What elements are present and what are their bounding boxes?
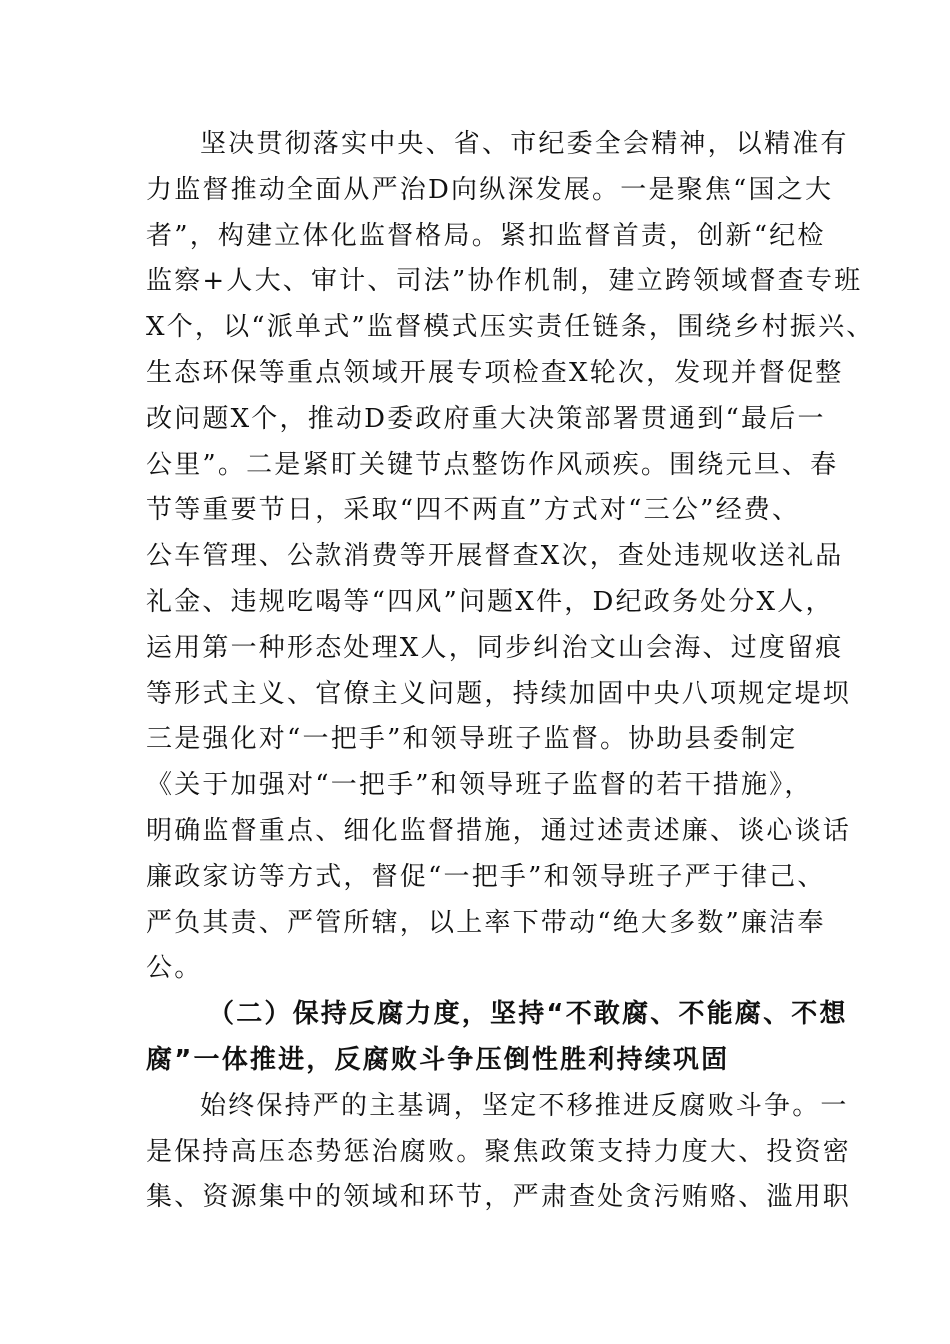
paragraph-1-line: 运用第一种形态处理X人，同步纠治文山会海、过度留痕 bbox=[146, 632, 844, 663]
paragraph-1-line: 者”，构建立体化监督格局。紧扣监督首责，创新“纪检 bbox=[146, 220, 826, 251]
paragraph-1-line: 礼金、违规吃喝等“四风”问题X件，D纪政务处分X人， bbox=[146, 586, 834, 617]
paragraph-1-line: 等形式主义、官僚主义问题，持续加固中央八项规定堤坝 bbox=[146, 678, 852, 709]
paragraph-1-line: 公里”。二是紧盯关键节点整饬作风顽疾。围绕元旦、春 bbox=[146, 449, 839, 480]
paragraph-1-line: 节等重要节日，采取“四不两直”方式对“三公”经费、 bbox=[146, 495, 801, 526]
paragraph-1-line: 廉政家访等方式，督促“一把手”和领导班子严于律己、 bbox=[146, 861, 826, 892]
paragraph-1-line: 三是强化对“一把手”和领导班子监督。协助县委制定 bbox=[146, 724, 798, 755]
paragraph-2-line: 是保持高压态势惩治腐败。聚焦政策支持力度大、投资密 bbox=[146, 1136, 852, 1167]
paragraph-1-line: 生态环保等重点领域开展专项检查X轮次，发现并督促整 bbox=[146, 357, 844, 388]
paragraph-1-line: 坚决贯彻落实中央、省、市纪委全会精神，以精准有 bbox=[200, 129, 849, 159]
section-heading-line: （二）保持反腐力度，坚持“不敢腐、不能腐、不想 bbox=[208, 999, 848, 1030]
paragraph-1-line: 明确监督重点、细化监督措施，通过述责述廉、谈心谈话 bbox=[146, 815, 852, 846]
paragraph-2-line: 始终保持严的主基调，坚定不移推进反腐败斗争。一 bbox=[200, 1090, 849, 1121]
paragraph-2-line: 集、资源集中的领域和环节，严肃查处贪污贿赂、滥用职 bbox=[146, 1182, 852, 1213]
paragraph-1-line: 力监督推动全面从严治D向纵深发展。一是聚焦“国之大 bbox=[146, 174, 834, 205]
paragraph-1-line: 公车管理、公款消费等开展督查X次，查处违规收送礼品 bbox=[146, 541, 844, 572]
paragraph-1-line: X个，以“派单式”监督模式压实责任链条，围绕乡村振兴、 bbox=[146, 312, 875, 343]
paragraph-1-line: 严负其责、严管所辖，以上率下带动“绝大多数”廉洁奉 bbox=[146, 907, 826, 938]
paragraph-1-line: 《关于加强对“一把手”和领导班子监督的若干措施》， bbox=[146, 770, 813, 801]
paragraph-1-line: 监察+人大、审计、司法”协作机制，建立跨领域督查专班 bbox=[146, 266, 863, 297]
paragraph-1-line: 改问题X个，推动D委政府重大决策部署贯通到“最后一 bbox=[146, 403, 826, 434]
section-heading-line: 腐”一体推进，反腐败斗争压倒性胜利持续巩固 bbox=[146, 1044, 730, 1075]
document-body bbox=[146, 122, 875, 1221]
paragraph-1-line: 公。 bbox=[146, 953, 203, 984]
